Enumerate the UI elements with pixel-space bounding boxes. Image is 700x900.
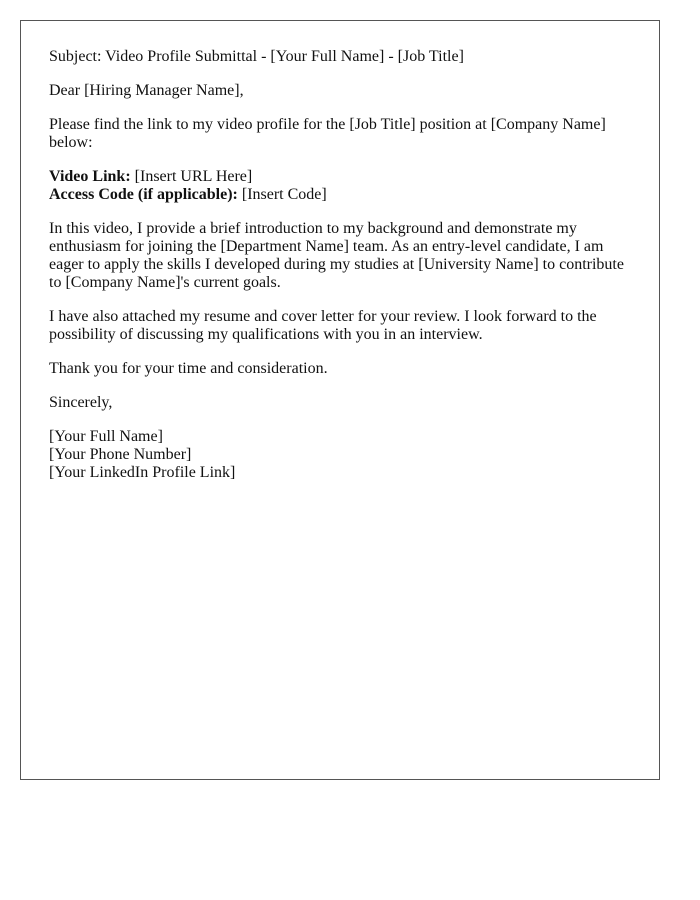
access-code-value: [Insert Code]	[237, 186, 327, 203]
access-code-label: Access Code (if applicable):	[49, 186, 238, 203]
body-paragraph-1: In this video, I provide a brief introduction to my background and demonstrate my enthusiasm for joining the [Department Name] team. As an entry-level candidate, I am eager to apply the skills I developed during my studies at [University Name] to contribute to [Company Name]'s current goals.	[49, 220, 624, 291]
thanks-line: Thank you for your time and consideration.	[49, 360, 328, 377]
video-link-value: [Insert URL Here]	[130, 168, 253, 185]
link-details	[49, 168, 631, 204]
intro-paragraph: Please find the link to my video profile for the [Job Title] position at [Company Name] below:	[49, 116, 606, 151]
video-link-label: Video Link:	[49, 168, 131, 185]
salutation: Dear [Hiring Manager Name],	[49, 82, 244, 99]
closing-line: Sincerely,	[49, 394, 113, 411]
signature-phone: [Your Phone Number]	[49, 446, 192, 463]
signature-name: [Your Full Name]	[49, 428, 163, 445]
signature-linkedin: [Your LinkedIn Profile Link]	[49, 464, 236, 481]
video-link-row	[49, 168, 631, 186]
access-code-row	[49, 186, 631, 204]
signature-block	[49, 428, 631, 482]
body-paragraph-2: I have also attached my resume and cover letter for your review. I look forward to the possibility of discussing my qualifications with you in an interview.	[49, 308, 597, 343]
letter-page	[20, 20, 660, 780]
subject-line: Subject: Video Profile Submittal - [Your Full Name] - [Job Title]	[49, 48, 464, 65]
